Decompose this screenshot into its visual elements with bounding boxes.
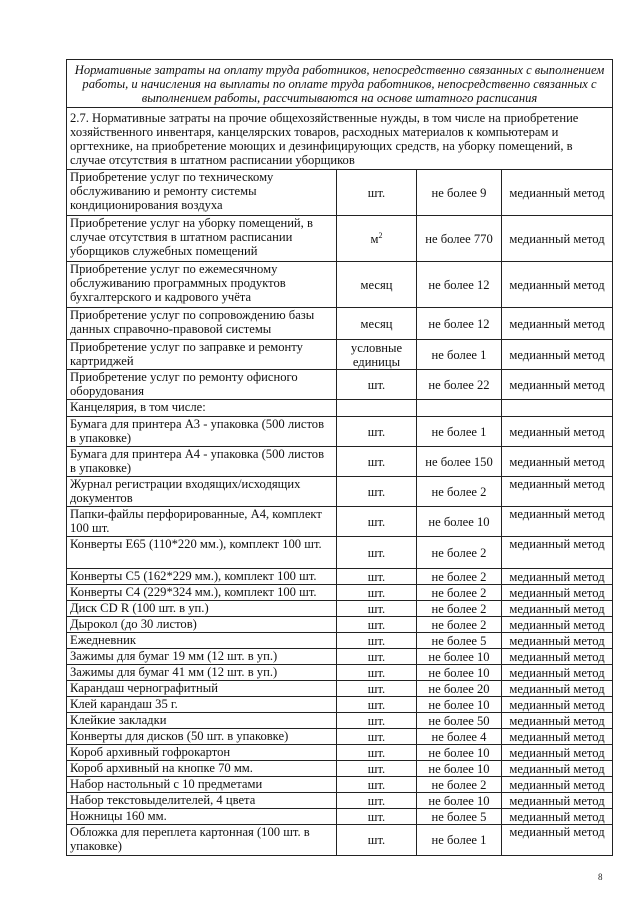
item-name-cell: Набор настольный с 10 предметами	[67, 777, 337, 793]
table-row	[67, 308, 613, 340]
method-cell	[502, 400, 613, 417]
quantity-cell: не более 10	[417, 793, 502, 809]
quantity-cell: не более 2	[417, 477, 502, 507]
item-name-cell: Клей карандаш 35 г.	[67, 697, 337, 713]
item-name-cell: Конверты С5 (162*229 мм.), комплект 100 шт.	[67, 569, 337, 585]
unit-cell: шт.	[337, 617, 417, 633]
item-name-cell: Приобретение услуг на уборку помещений, в случае отсутствия в штатном расписании уборщиков служебных помещений	[67, 216, 337, 262]
item-name-cell: Дырокол (до 30 листов)	[67, 617, 337, 633]
quantity-cell: не более 5	[417, 633, 502, 649]
method-cell: медианный метод	[502, 507, 613, 537]
item-name-cell: Конверты для дисков (50 шт. в упаковке)	[67, 729, 337, 745]
unit-cell: шт.	[337, 665, 417, 681]
item-name-cell: Зажимы для бумаг 19 мм (12 шт. в уп.)	[67, 649, 337, 665]
unit-cell: месяц	[337, 262, 417, 308]
method-cell: медианный метод	[502, 262, 613, 308]
item-name-cell: Журнал регистрации входящих/исходящих документов	[67, 477, 337, 507]
unit-cell: шт.	[337, 370, 417, 400]
quantity-cell: не более 2	[417, 537, 502, 569]
quantity-cell: не более 2	[417, 777, 502, 793]
unit-cell: шт.	[337, 681, 417, 697]
method-cell: медианный метод	[502, 537, 613, 569]
quantity-cell: не более 770	[417, 216, 502, 262]
quantity-cell: не более 10	[417, 649, 502, 665]
quantity-cell: не более 4	[417, 729, 502, 745]
method-cell: медианный метод	[502, 617, 613, 633]
quantity-cell: не более 12	[417, 308, 502, 340]
table-row	[67, 697, 613, 713]
method-cell: медианный метод	[502, 170, 613, 216]
table-row	[67, 745, 613, 761]
method-cell: медианный метод	[502, 665, 613, 681]
table-row	[67, 585, 613, 601]
item-name-cell: Набор текстовыделителей, 4 цвета	[67, 793, 337, 809]
quantity-cell: не более 2	[417, 601, 502, 617]
method-cell: медианный метод	[502, 825, 613, 856]
item-name-cell: Ежедневник	[67, 633, 337, 649]
table-row	[67, 370, 613, 400]
item-name-cell: Бумага для принтера А3 - упаковка (500 листов в упаковке)	[67, 417, 337, 447]
section-cell: 2.7. Нормативные затраты на прочие общехозяйственные нужды, в том числе на приобретение хозяйственного инвентаря, канцелярских товаров, расходных материалов к компьютерам и оргтехнике, на приобретение моющих и дезинфицирующих средств, на уборку помещений, в случае отсутствия в штатном расписании уборщиков	[67, 108, 613, 170]
method-cell: медианный метод	[502, 649, 613, 665]
table-row	[67, 417, 613, 447]
table-row	[67, 713, 613, 729]
quantity-cell: не более 150	[417, 447, 502, 477]
header-cell: Нормативные затраты на оплату труда работников, непосредственно связанных с выполнением работы, и начисления на выплаты по оплате труда работников, непосредственно связанных с выполнением работы, рассчитываются на основе штатного расписания	[67, 60, 613, 108]
table-row	[67, 681, 613, 697]
item-name-cell: Конверты С4 (229*324 мм.), комплект 100 шт.	[67, 585, 337, 601]
cost-norms-table	[66, 59, 613, 856]
method-cell: медианный метод	[502, 729, 613, 745]
method-cell: медианный метод	[502, 745, 613, 761]
unit-cell	[337, 400, 417, 417]
item-name-cell: Бумага для принтера А4 - упаковка (500 листов в упаковке)	[67, 447, 337, 477]
table-row	[67, 537, 613, 569]
quantity-cell: не более 20	[417, 681, 502, 697]
header-row	[67, 60, 613, 108]
item-name-cell: Приобретение услуг по заправке и ремонту картриджей	[67, 340, 337, 370]
item-name-cell: Приобретение услуг по техническому обслуживанию и ремонту системы кондиционирования воздуха	[67, 170, 337, 216]
unit-cell: шт.	[337, 793, 417, 809]
item-name-cell: Канцелярия, в том числе:	[67, 400, 337, 417]
unit-cell: месяц	[337, 308, 417, 340]
method-cell: медианный метод	[502, 447, 613, 477]
quantity-cell: не более 2	[417, 617, 502, 633]
method-cell: медианный метод	[502, 340, 613, 370]
table-row	[67, 729, 613, 745]
section-row	[67, 108, 613, 170]
unit-cell: шт.	[337, 809, 417, 825]
table-row	[67, 170, 613, 216]
quantity-cell: не более 1	[417, 417, 502, 447]
item-name-cell: Карандаш чернографитный	[67, 681, 337, 697]
quantity-cell: не более 1	[417, 340, 502, 370]
quantity-cell: не более 10	[417, 761, 502, 777]
unit-cell: шт.	[337, 569, 417, 585]
table-row	[67, 665, 613, 681]
table-row	[67, 777, 613, 793]
method-cell: медианный метод	[502, 777, 613, 793]
unit-cell: шт.	[337, 729, 417, 745]
method-cell: медианный метод	[502, 761, 613, 777]
item-name-cell: Клейкие закладки	[67, 713, 337, 729]
method-cell: медианный метод	[502, 569, 613, 585]
quantity-cell	[417, 400, 502, 417]
method-cell: медианный метод	[502, 477, 613, 507]
unit-cell: шт.	[337, 713, 417, 729]
table-row	[67, 507, 613, 537]
table-body	[67, 60, 613, 856]
table-row	[67, 633, 613, 649]
table-row	[67, 262, 613, 308]
table-row	[67, 447, 613, 477]
method-cell: медианный метод	[502, 417, 613, 447]
unit-cell: шт.	[337, 745, 417, 761]
unit-cell: шт.	[337, 537, 417, 569]
quantity-cell: не более 2	[417, 569, 502, 585]
quantity-cell: не более 9	[417, 170, 502, 216]
item-name-cell: Приобретение услуг по ремонту офисного оборудования	[67, 370, 337, 400]
method-cell: медианный метод	[502, 681, 613, 697]
table-row	[67, 617, 613, 633]
table-row	[67, 793, 613, 809]
table-row	[67, 340, 613, 370]
item-name-cell: Приобретение услуг по сопровождению базы данных справочно-правовой системы	[67, 308, 337, 340]
method-cell: медианный метод	[502, 308, 613, 340]
unit-cell: шт.	[337, 417, 417, 447]
item-name-cell: Короб архивный на кнопке 70 мм.	[67, 761, 337, 777]
unit-cell: шт.	[337, 777, 417, 793]
item-name-cell: Диск CD R (100 шт. в уп.)	[67, 601, 337, 617]
quantity-cell: не более 1	[417, 825, 502, 856]
item-name-cell: Ножницы 160 мм.	[67, 809, 337, 825]
method-cell: медианный метод	[502, 370, 613, 400]
quantity-cell: не более 50	[417, 713, 502, 729]
item-name-cell: Папки-файлы перфорированные, А4, комплект 100 шт.	[67, 507, 337, 537]
method-cell: медианный метод	[502, 713, 613, 729]
table-row	[67, 216, 613, 262]
method-cell: медианный метод	[502, 601, 613, 617]
method-cell: медианный метод	[502, 216, 613, 262]
unit-cell: шт.	[337, 447, 417, 477]
quantity-cell: не более 10	[417, 665, 502, 681]
unit-cell: условные единицы	[337, 340, 417, 370]
quantity-cell: не более 10	[417, 745, 502, 761]
item-name-cell: Конверты Е65 (110*220 мм.), комплект 100 шт.	[67, 537, 337, 569]
table-row	[67, 569, 613, 585]
quantity-cell: не более 22	[417, 370, 502, 400]
method-cell: медианный метод	[502, 809, 613, 825]
unit-cell: шт.	[337, 761, 417, 777]
method-cell: медианный метод	[502, 585, 613, 601]
table-row	[67, 400, 613, 417]
table-row	[67, 601, 613, 617]
unit-cell: шт.	[337, 585, 417, 601]
item-name-cell: Обложка для переплета картонная (100 шт. в упаковке)	[67, 825, 337, 856]
unit-text: м	[370, 231, 379, 246]
document-page	[66, 59, 612, 856]
table-row	[67, 477, 613, 507]
unit-cell: шт.	[337, 697, 417, 713]
method-cell: медианный метод	[502, 697, 613, 713]
unit-cell: шт.	[337, 507, 417, 537]
unit-superscript: 2	[378, 230, 383, 240]
item-name-cell: Приобретение услуг по ежемесячному обслуживанию программных продуктов бухгалтерского и кадрового учёта	[67, 262, 337, 308]
method-cell: медианный метод	[502, 793, 613, 809]
unit-cell: шт.	[337, 633, 417, 649]
unit-cell: шт.	[337, 170, 417, 216]
table-row	[67, 649, 613, 665]
unit-cell	[337, 216, 417, 262]
quantity-cell: не более 2	[417, 585, 502, 601]
unit-cell: шт.	[337, 649, 417, 665]
quantity-cell: не более 12	[417, 262, 502, 308]
item-name-cell: Зажимы для бумаг 41 мм (12 шт. в уп.)	[67, 665, 337, 681]
table-row	[67, 761, 613, 777]
table-row	[67, 809, 613, 825]
unit-cell: шт.	[337, 477, 417, 507]
page-number: 8	[598, 872, 603, 882]
item-name-cell: Короб архивный гофрокартон	[67, 745, 337, 761]
quantity-cell: не более 10	[417, 507, 502, 537]
quantity-cell: не более 10	[417, 697, 502, 713]
unit-cell: шт.	[337, 825, 417, 856]
unit-cell: шт.	[337, 601, 417, 617]
table-row	[67, 825, 613, 856]
quantity-cell: не более 5	[417, 809, 502, 825]
method-cell: медианный метод	[502, 633, 613, 649]
